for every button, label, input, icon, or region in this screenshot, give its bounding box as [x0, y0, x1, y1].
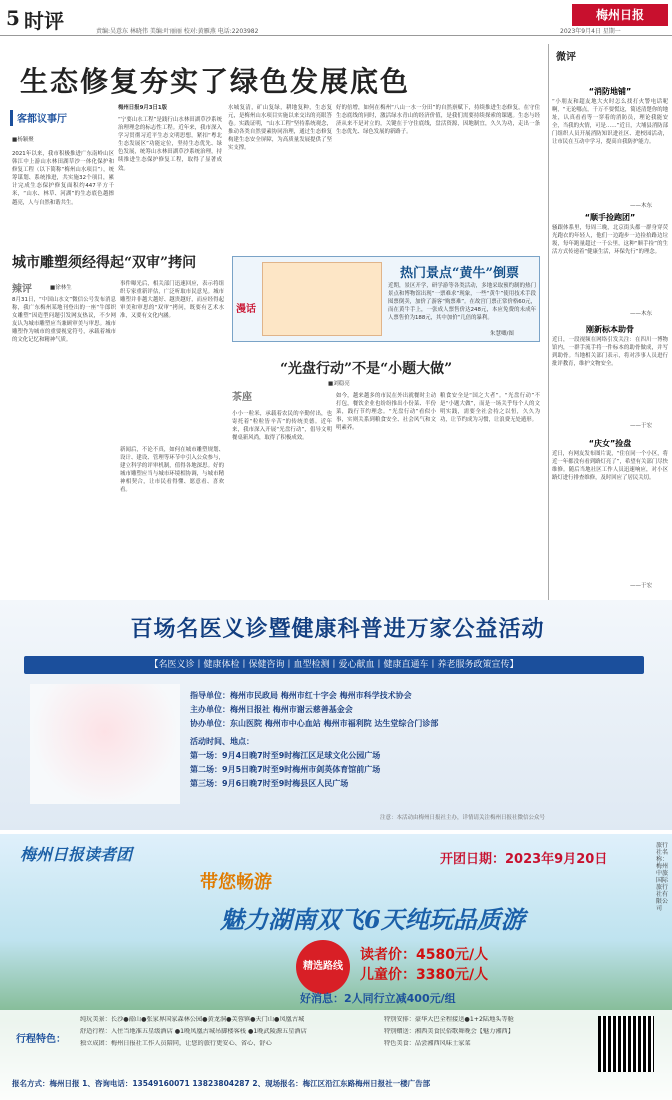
sidebar-item-body: “小朋友和超友地大火时怎么找打火警电话呢啊，“无论哪点，千万不要慌这，简述清楚你的地址，认真看看等一穿着的消防员，理论我能安全，当我的火情，可是……”近日，大埔县消防部门组织人员开展消防知识进社区、进校园活动，让市民在互动中学习，提高自我防护能力。	[552, 99, 668, 146]
charity-services: 【名医义诊丨健康体检丨保健咨询丨血型检测丨爱心献血丨健康直通车丨养老服务政策宣传】	[24, 656, 644, 674]
session-3: 第三场：9月6日晚7时至9时梅县区人民广场	[190, 779, 349, 788]
main-headline: 生态修复夯实了绿色发展底色	[20, 65, 411, 98]
cartoon-author: 朱慧卿/图	[490, 331, 514, 337]
enroll-info: 报名方式：梅州日报 1、咨询电话：13549160071 13823804287 2、现场报名：梅江区沿江东路梅州日报社一楼广告部	[12, 1079, 431, 1088]
sidebar-item-body: 近日，一段视频在网络引发关注：在四川一博物馆内，一群手流手将一件标本的助骨做成，并写到助骨。当地相关部门表示，将对涉事人员进行批评教育，维护文物安全。	[552, 337, 668, 368]
sidebar-item-author: ——木东	[630, 203, 653, 209]
author: ■杨颖聚	[12, 137, 34, 143]
sidebar-item-author: ——木东	[630, 311, 653, 317]
sidebar-header: 微评	[556, 52, 576, 63]
features-label: 行程特色：	[16, 1034, 66, 1045]
article3-headline: “光盘行动”不是“小题大做”	[280, 361, 453, 377]
cartoon-caption: 近期，景区开学，研学游等各类活动，多地采取预约制的热门景点和博物馆出现“一票难求”现象，一些“黄牛”使用技术手段囤票倒卖，加价了游客“购票难”。在故宫门票正常价格60元，而在黄牛手上，一张成人票售价达248元，本应免费的未成年人票售价为188元，其中加价“几倍的暴利。	[388, 283, 536, 322]
sidebar-item-body: 近日，有网友发布图片说，“住在同一个小区，将近一年都没有看到路灯亮了”，希望有关部门尽快维修。随后当地社区工作人员迅速响应，对小区路灯进行排查维修，及时回应了居民关切。	[552, 451, 668, 482]
agency-name: 旅行社名称：梅州中旅国际旅行社有限公司	[656, 842, 668, 912]
guidance-units: 指导单位：梅州市民政局 梅州市红十字会 梅州市科学技术协会	[190, 691, 412, 700]
session-2: 第二场：9月5日晚7时至9时梅州市剑英体育馆前广场	[190, 765, 381, 774]
article-body: 新闻后，不论不真，如何在城市雕塑规划、设计、建设、管理等环节中引入公众参与，建立科学的评审机制，值得各地深思。好的城市雕塑应当与城市环境相协调，与城市精神相契合，让市民看得懂、愿意看、喜欢看。	[120, 447, 224, 494]
cartoon-title: 热门景点“黄牛”倒票	[400, 266, 519, 281]
sidebar-item-title: “庆女”捡盘	[588, 439, 632, 448]
tour-slogan: 带您畅游	[200, 872, 272, 893]
charity-title: 百场名医义诊暨健康科普进万家公益活动	[130, 616, 545, 642]
article-body: 如今，越来越多的市民在外出就餐时主动打包，餐饮企业也纷纷推出小份菜、半份菜，践行节约理念。“光盘行动”看似小事，实则关系到粮食安全、社会风气和文明素养。	[336, 393, 436, 432]
qr-code-icon[interactable]	[598, 1016, 654, 1072]
cartoon-image	[262, 262, 382, 336]
charity-note: 注意：本活动由梅州日报社主办，详情请关注梅州日报社微信公众号	[380, 815, 546, 821]
reader-group-brand: 梅州日报读者团	[20, 845, 133, 864]
article-body: 事件曝光后，相关部门迅速回应，表示将组织专家重新评估，广泛听取市民意见。城市雕塑并非越大越好、越贵越好，而应经得起审美和审思的“双审”拷问，既要有艺术水准，又要有文化内涵。	[120, 281, 224, 320]
co-host-units: 协办单位：东山医院 梅州市中心血站 梅州市福利院 达生堂综合门诊部	[190, 719, 439, 728]
article-body: 2021年以来，我市积极推进广东南岭山区韩江中上游山水林田湖草沙一体化保护和修复工程（以下简称“梅州山水项目”），统筹谋划、系统推进，共实施32个项目，累计完成生态保护修复面积约447平方千米，“山水、林草、河湖”的生态底色越擦越亮，人与自然和谐共生。	[12, 151, 114, 206]
time-label: 活动时间、地点：	[190, 737, 254, 746]
child-price: 儿童价：3380元/人	[360, 967, 489, 983]
sidebar-item-author: ——于宏	[630, 423, 653, 429]
promo-text: 好消息：2人同行立减400元/组	[300, 992, 456, 1005]
column-tag: 客都议事厅	[10, 110, 100, 126]
column-tag: 辣评	[12, 284, 32, 295]
article-body: 小小一粒米，承载着农民的辛勤付出，也寄托着“粒粒皆辛苦”的传统美德。近年来，我市深入开展“光盘行动”，倡导文明餐桌新风尚，取得了积极成效。	[232, 411, 332, 442]
cartoon-label: 漫话	[236, 304, 256, 315]
article-body: 好的倍增，如何在梅州“八山一水一分田”的自然禀赋下，持续推进生态修复，在守住生态底线的同时，激活绿水青山的经济价值，是我们需要持续探索的课题。生态与经济从来不是对立的，关键在于守住底线，盘活资源，因地制宜，久久为功，走出一条生态优先、绿色发展的新路子。	[336, 105, 540, 136]
tour-date: 开团日期：2023年9月20日	[440, 852, 608, 867]
feature-2: 舒适行程：入住当地准五星级酒店 ●1晚凤凰古城吊脚楼客栈 ●1晚武陵源五星酒店	[80, 1028, 307, 1035]
author: ■徐林生	[50, 285, 72, 291]
section-title: 时评	[24, 9, 64, 33]
sidebar-item-title: “消防地铺”	[588, 87, 632, 96]
author: ■刘稳亮	[328, 381, 350, 387]
article2-headline: 城市雕塑须经得起“双审”拷问	[12, 255, 197, 271]
column-tag: 茶座	[232, 392, 252, 403]
host-units: 主办单位：梅州日报社 梅州市谢云慈善基金会	[190, 705, 353, 714]
article-body: 8月31日，“中国山水文”微信公号发布消息称，我广东梅州某地刊登出的一座“牛郎织女雕塑”因造型问题引发网友热议，不少网友认为城市雕塑应当兼顾审美与审思。城市雕塑作为城市的重要视觉符号，承载着城市的文化记忆和精神气质。	[12, 297, 116, 344]
feature-6: 特色美食：品尝湘西风味土家菜	[384, 1040, 471, 1047]
article-body: “宁要山水工程”是践行山水林田湖草沙系统治理理念的标志性工程。近年来，我市深入学习贯彻习近平生态文明思想，紧扣“粤北生态发展区”功能定位，坚持生态优先、绿色发展，统筹山水林田湖草沙系统治理，持续推进生态保护修复工程，取得了显著成效。	[118, 117, 222, 172]
editor-info: 责编:吴意东 林晓伟 美编:叶丽丽 校对:黄雁燕 电话:2203982	[96, 28, 259, 35]
sidebar-item-body: 骚跟体系里，每周三晚，北京街头都一群身穿荧光跑衣的年轻人，他们一边跑步一边捡拾路边垃圾，每年跑量超过一千公里，这种“顺手捡”的生活方式传递着“健康生活，环保先行”的理念。	[552, 225, 668, 256]
sidebar-item-author: ——于宏	[630, 583, 653, 589]
feature-4: 特别安排：豪华大巴全程接送●1+2陆地头等舱	[384, 1016, 514, 1023]
article-body: 水城复清，矿山复绿，耕地复种，生态复元，是梅州山水项目实施以来交出的亮眼答卷。实践证明，“山水工程”坚持系统观念，推动各类自然要素协同治理，通过生态修复构建生态安全屏障，为高质量发展提供了坚实支撑。	[228, 105, 332, 152]
page-number: 5	[6, 6, 20, 30]
sidebar-item-title: 刚新标本助骨	[586, 325, 634, 334]
newspaper-brand: 梅州日报	[572, 4, 668, 26]
issue-date: 2023年9月4日 星期一	[560, 28, 621, 35]
feature-5: 特别赠送：湘西美食民俗歌舞晚会【魅力湘西】	[384, 1028, 514, 1035]
doctor-illustration	[30, 684, 180, 804]
session-1: 第一场：9月4日晚7时至9时梅江区足球文化公园广场	[190, 751, 381, 760]
tour-title: 魅力湖南双飞6天纯玩品质游	[220, 905, 525, 934]
feature-1: 纯玩美景：长沙●韶山●张家界国家森林公园●黄龙洞●芙蓉镇●天门山●凤凰古城	[80, 1016, 305, 1023]
article-body: 粮食安全是“国之大者”。“光盘行动”不是“小题大做”，而是一场关乎每个人的文明实践，需要全社会持之以恒，久久为功，让节约成为习惯，让浪费无处遁形。	[440, 393, 540, 424]
feature-3: 独立成团：梅州日报社工作人员陪同，让您的旅行更安心、省心、舒心	[80, 1040, 272, 1047]
route-badge: 精选路线	[296, 940, 350, 994]
source-note: 梅州日报9月3日1版	[118, 105, 167, 111]
sidebar-item-title: “顺手捡跑团”	[584, 213, 636, 222]
reader-price: 读者价：4580元/人	[360, 947, 489, 963]
